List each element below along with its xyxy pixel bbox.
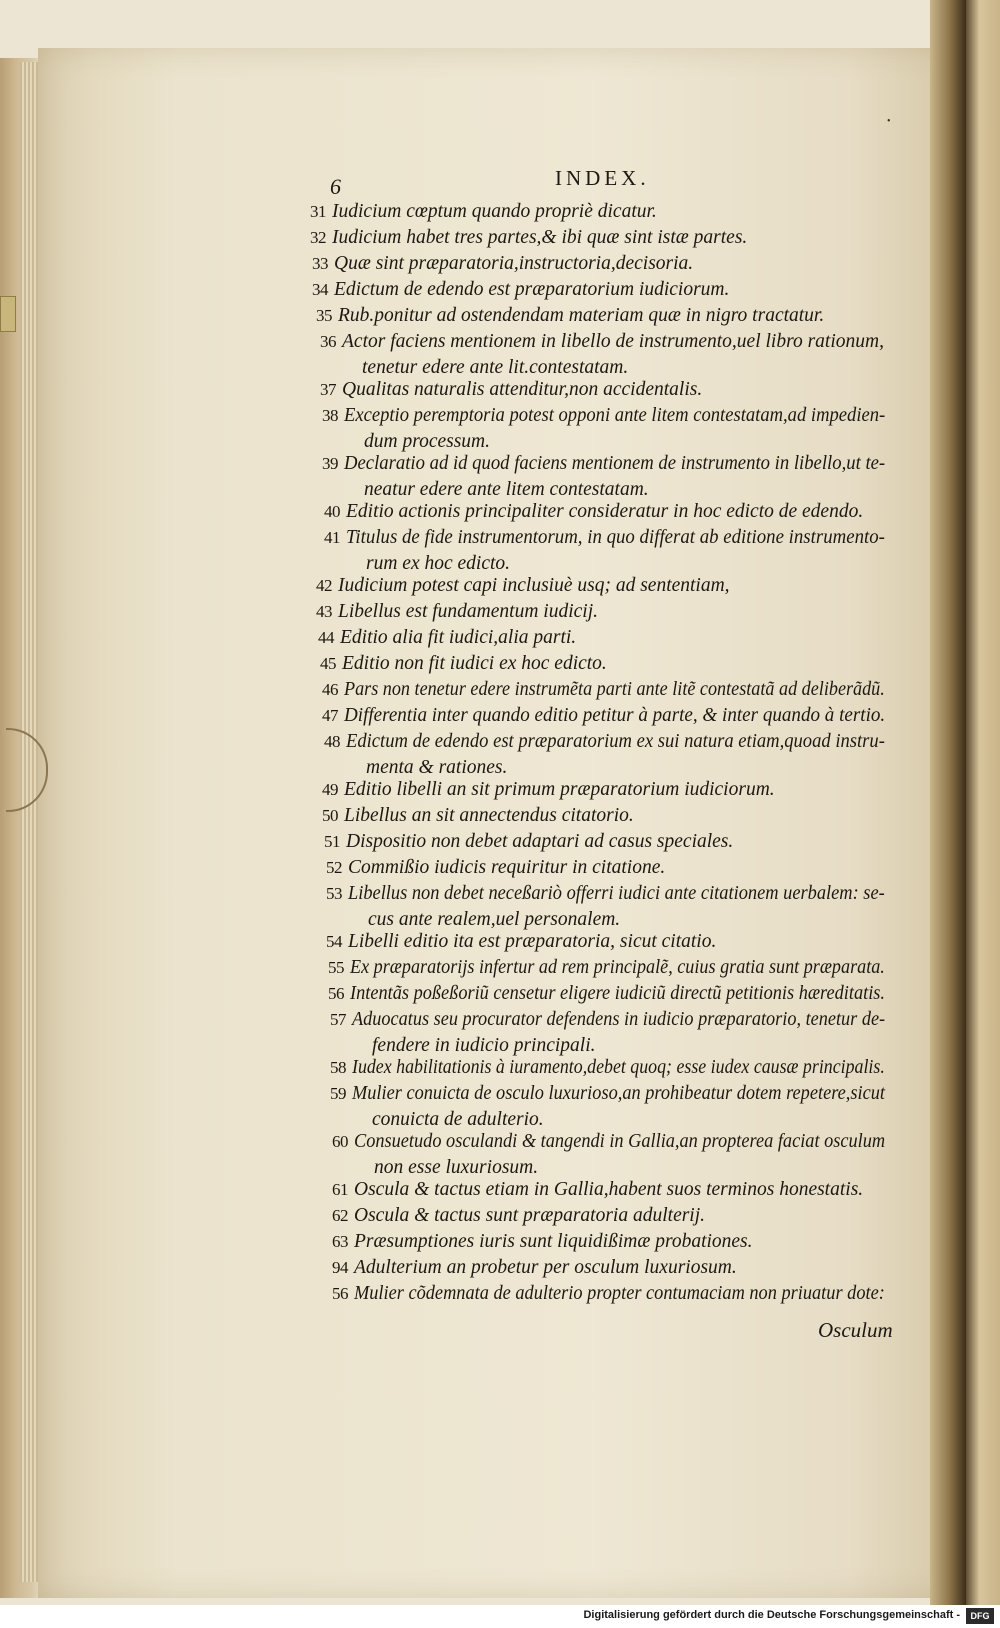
entry-number: 94 xyxy=(332,1258,348,1277)
entry-number: 32 xyxy=(310,228,326,247)
entry-text: Iudicium habet tres partes,& ibi quæ sint istæ partes. xyxy=(332,227,748,248)
entry-number: 52 xyxy=(326,858,342,877)
entry-number: 45 xyxy=(320,654,336,673)
entry-number: 56 xyxy=(332,1284,348,1303)
entry-number: 42 xyxy=(316,576,332,595)
entry-text: Editio actionis principaliter consideratur in hoc edicto de edendo. xyxy=(346,501,864,522)
dfg-logo: DFG xyxy=(966,1608,994,1624)
entry-number: 40 xyxy=(324,502,340,521)
entry-continuation: cus ante realem,uel personalem. xyxy=(368,909,621,930)
entry-text: Libellus non debet neceßariò offerri iudici ante citationem uerbalem: se- xyxy=(348,883,885,904)
entry-text: Mulier conuicta de osculo luxurioso,an prohibeatur dotem repetere,sicut xyxy=(352,1083,886,1104)
entry-text: Editio non fit iudici ex hoc edicto. xyxy=(342,653,607,674)
entry-text: Libelli editio ita est præparatoria, sicut citatio. xyxy=(348,931,717,952)
entry-text: Iudicium cœptum quando propriè dicatur. xyxy=(332,201,657,222)
entry-continuation: non esse luxuriosum. xyxy=(374,1157,539,1178)
entry-text: Præsumptiones iuris sunt liquidißimæ probationes. xyxy=(354,1231,753,1252)
entry-text: Rub.ponitur ad ostendendam materiam quæ in nigro tractatur. xyxy=(338,305,825,326)
entry-text: Pars non tenetur edere instrumẽta parti ante litẽ contestatã ad deliberãdũ. xyxy=(344,679,885,700)
entry-number: 56 xyxy=(328,984,344,1003)
entry-text: Intentãs poßeßoriũ censetur eligere iudiciũ directũ petitionis hæreditatis. xyxy=(350,983,885,1004)
entry-number: 35 xyxy=(316,306,332,325)
entry-continuation: rum ex hoc edicto. xyxy=(366,553,511,574)
entry-number: 50 xyxy=(322,806,338,825)
entry-number: 37 xyxy=(320,380,336,399)
entry-text: Titulus de fide instrumentorum, in quo differat ab editione instrumento- xyxy=(346,527,885,548)
entry-text: Qualitas naturalis attenditur,non accidentalis. xyxy=(342,379,703,400)
entry-number: 44 xyxy=(318,628,334,647)
entry-text: Commißio iudicis requiritur in citatione. xyxy=(348,857,666,878)
entry-number: 57 xyxy=(330,1010,346,1029)
entry-text: Actor faciens mentionem in libello de instrumento,uel libro rationum, xyxy=(342,331,884,352)
entry-text: Oscula & tactus etiam in Gallia,habent suos terminos honestatis. xyxy=(354,1179,864,1200)
entry-text: Editio alia fit iudici,alia parti. xyxy=(340,627,577,648)
entry-continuation: fendere in iudicio principali. xyxy=(372,1035,596,1056)
entry-text: Iudicium potest capi inclusiuè usq; ad sententiam, xyxy=(338,575,730,596)
entry-number: 59 xyxy=(330,1084,346,1103)
entry-text: Libellus an sit annectendus citatorio. xyxy=(344,805,634,826)
entry-number: 53 xyxy=(326,884,342,903)
entry-number: 55 xyxy=(328,958,344,977)
entry-text: Iudex habilitationis à iuramento,debet quoq; esse iudex causæ principalis. xyxy=(352,1057,885,1078)
page-heading: INDEX. xyxy=(555,166,650,190)
catchword: Osculum xyxy=(818,1318,893,1342)
entry-number: 48 xyxy=(324,732,340,751)
entry-text: Oscula & tactus sunt præparatoria adulterij. xyxy=(354,1205,706,1226)
entry-text: Exceptio peremptoria potest opponi ante litem contestatam,ad impedien- xyxy=(344,405,886,426)
entry-number: 43 xyxy=(316,602,332,621)
entry-number: 60 xyxy=(332,1132,348,1151)
entry-continuation: neatur edere ante litem contestatam. xyxy=(364,479,649,500)
entry-number: 51 xyxy=(324,832,340,851)
entry-number: 41 xyxy=(324,528,340,547)
footer-bar xyxy=(0,1605,1000,1628)
entry-number: 46 xyxy=(322,680,338,699)
entry-text: Mulier cõdemnata de adulterio propter contumaciam non priuatur dote: xyxy=(354,1283,885,1304)
entry-text: Edictum de edendo est præparatorium ex sui natura etiam,quoad instru- xyxy=(346,731,885,752)
footer-credit: Digitalisierung gefördert durch die Deutsche Forschungsgemeinschaft - xyxy=(583,1609,960,1621)
entry-text: Aduocatus seu procurator defendens in iudicio præparatorio, tenetur de- xyxy=(352,1009,886,1030)
entry-number: 39 xyxy=(322,454,338,473)
entry-number: 54 xyxy=(326,932,342,951)
entry-number: 61 xyxy=(332,1180,348,1199)
entry-text: Dispositio non debet adaptari ad casus speciales. xyxy=(346,831,734,852)
entry-number: 63 xyxy=(332,1232,348,1251)
entry-text: Declaratio ad id quod faciens mentionem de instrumento in libello,ut te- xyxy=(344,453,886,474)
entry-text: Adulterium an probetur per osculum luxuriosum. xyxy=(354,1257,737,1278)
entry-number: 33 xyxy=(312,254,328,273)
entry-number: 36 xyxy=(320,332,336,351)
entry-text: Edictum de edendo est præparatorium iudiciorum. xyxy=(334,279,730,300)
entry-continuation: dum processum. xyxy=(364,431,491,452)
entry-text: Ex præparatorijs infertur ad rem principalẽ, cuius gratia sunt præparata. xyxy=(350,957,885,978)
entry-number: 62 xyxy=(332,1206,348,1225)
entry-continuation: conuicta de adulterio. xyxy=(372,1109,544,1130)
entry-text: Libellus est fundamentum iudicij. xyxy=(338,601,598,622)
page-mark: • xyxy=(887,116,891,127)
entry-continuation: menta & rationes. xyxy=(366,757,508,778)
entry-text: Differentia inter quando editio petitur à parte, & inter quando à tertio. xyxy=(344,705,886,726)
entry-text: Editio libelli an sit primum præparatorium iudiciorum. xyxy=(344,779,775,800)
entry-number: 31 xyxy=(310,202,326,221)
entry-number: 47 xyxy=(322,706,338,725)
entry-number: 34 xyxy=(312,280,328,299)
entry-number: 38 xyxy=(322,406,338,425)
entry-text: Consuetudo osculandi & tangendi in Gallia,an propterea faciat osculum xyxy=(354,1131,886,1152)
entry-number: 58 xyxy=(330,1058,346,1077)
entry-continuation: tenetur edere ante lit.contestatam. xyxy=(362,357,629,378)
page-number: 6 xyxy=(330,174,341,199)
entry-text: Quæ sint præparatoria,instructoria,decisoria. xyxy=(334,253,694,274)
entry-number: 49 xyxy=(322,780,338,799)
